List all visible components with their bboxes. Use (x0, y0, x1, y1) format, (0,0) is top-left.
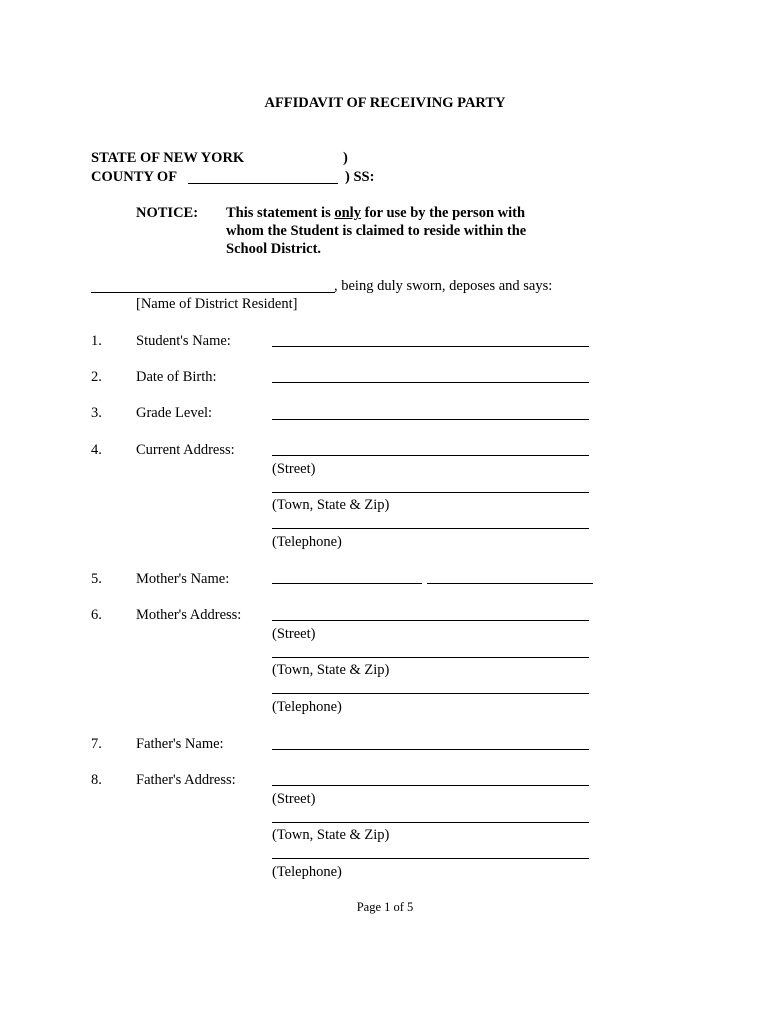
notice-line-2: whom the Student is claimed to reside within the (226, 223, 527, 239)
student-name-label: Student's Name: (136, 333, 231, 349)
field-number: 6. (91, 607, 102, 623)
notice-label: NOTICE: (136, 205, 199, 221)
student-name-blank[interactable] (272, 346, 589, 347)
father-name-label: Father's Name: (136, 736, 224, 752)
county-blank[interactable] (188, 183, 338, 184)
current-street-caption: (Street) (272, 461, 316, 477)
father-telephone-blank[interactable] (272, 858, 589, 859)
field-number: 5. (91, 571, 102, 587)
mother-town-blank[interactable] (272, 657, 589, 658)
mother-last-name-blank[interactable] (427, 583, 593, 584)
father-name-blank[interactable] (272, 749, 589, 750)
father-street-blank[interactable] (272, 785, 589, 786)
current-town-blank[interactable] (272, 492, 589, 493)
mother-street-caption: (Street) (272, 626, 316, 642)
current-telephone-blank[interactable] (272, 528, 589, 529)
notice-line-3: School District. (226, 241, 322, 257)
document-title: AFFIDAVIT OF RECEIVING PARTY (264, 95, 506, 111)
field-number: 4. (91, 442, 102, 458)
state-paren: ) (343, 150, 348, 166)
field-number: 1. (91, 333, 102, 349)
mother-telephone-caption: (Telephone) (272, 699, 342, 715)
page-number: Page 1 of 5 (356, 900, 414, 914)
field-number: 7. (91, 736, 102, 752)
father-town-blank[interactable] (272, 822, 589, 823)
county-label: COUNTY OF (91, 169, 178, 185)
notice-text-start: This statement is (226, 205, 335, 221)
current-town-caption: (Town, State & Zip) (272, 497, 390, 513)
field-number: 2. (91, 369, 102, 385)
mother-first-name-blank[interactable] (272, 583, 422, 584)
current-street-blank[interactable] (272, 455, 589, 456)
mother-street-blank[interactable] (272, 620, 589, 621)
resident-name-blank[interactable] (91, 292, 335, 293)
grade-level-blank[interactable] (272, 419, 589, 420)
father-telephone-caption: (Telephone) (272, 864, 342, 880)
notice-emphasis: only (334, 205, 361, 221)
deponent-text: , being duly sworn, deposes and says: (334, 278, 553, 294)
mother-name-label: Mother's Name: (136, 571, 230, 587)
father-address-label: Father's Address: (136, 772, 236, 788)
current-telephone-caption: (Telephone) (272, 534, 342, 550)
ss-label: ) SS: (345, 169, 375, 185)
current-address-label: Current Address: (136, 442, 235, 458)
field-number: 8. (91, 772, 102, 788)
father-street-caption: (Street) (272, 791, 316, 807)
state-label: STATE OF NEW YORK (91, 150, 245, 166)
mother-telephone-blank[interactable] (272, 693, 589, 694)
date-of-birth-blank[interactable] (272, 382, 589, 383)
notice-text-rest: for use by the person with (360, 205, 526, 221)
field-number: 3. (91, 405, 102, 421)
date-of-birth-label: Date of Birth: (136, 369, 217, 385)
grade-level-label: Grade Level: (136, 405, 213, 421)
mother-town-caption: (Town, State & Zip) (272, 662, 390, 678)
resident-caption: [Name of District Resident] (136, 296, 298, 312)
notice-line-1 (226, 204, 525, 222)
father-town-caption: (Town, State & Zip) (272, 827, 390, 843)
mother-address-label: Mother's Address: (136, 607, 242, 623)
